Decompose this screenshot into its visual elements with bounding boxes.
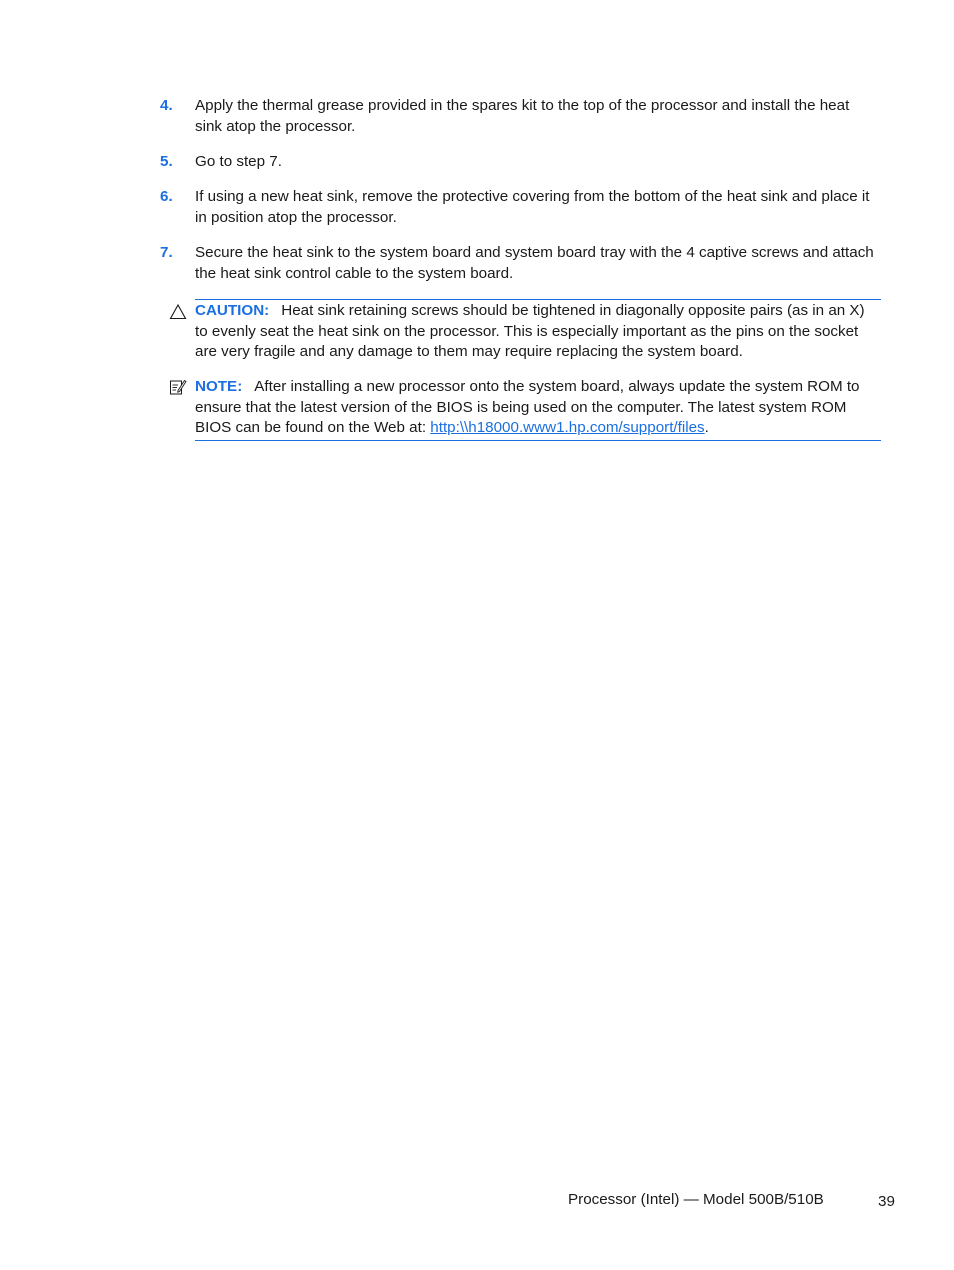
step-number: 5. (160, 153, 173, 170)
note-label: NOTE: (195, 378, 243, 395)
support-files-link[interactable]: http:\\h18000.www1.hp.com/support/files (430, 419, 705, 436)
caution-notice (195, 299, 881, 363)
note-text: After installing a new processor onto the system board, always update the system ROM to ensure that the latest version of the BIOS is being used on the computer. The latest system ROM BIOS can be found on the Web at: (195, 378, 860, 436)
caution-triangle-icon (169, 303, 187, 321)
step-number: 7. (160, 244, 173, 261)
page-number: 39 (878, 1193, 895, 1210)
step-text: Go to step 7. (195, 153, 282, 170)
caution-text: Heat sink retaining screws should be tightened in diagonally opposite pairs (as in an X) to evenly seat the heat sink on the processor. This is especially important as the pins on the socket are very fragile and any damage to them may require replacing the system board. (195, 302, 865, 360)
step-number: 6. (160, 188, 173, 205)
caution-label: CAUTION: (195, 302, 270, 319)
note-notice (195, 377, 881, 441)
step-number: 4. (160, 97, 173, 114)
note-pencil-icon (169, 378, 187, 396)
step-text: Apply the thermal grease provided in the spares kit to the top of the processor and install the heat sink atop the processor. (195, 97, 850, 135)
note-text-end: . (704, 419, 709, 436)
step-text: Secure the heat sink to the system board and system board tray with the 4 captive screws and attach the heat sink control cable to the system board. (195, 244, 874, 282)
step-text: If using a new heat sink, remove the protective covering from the bottom of the heat sink and place it in position atop the processor. (195, 188, 870, 226)
footer-section-title: Processor (Intel) — Model 500B/510B (568, 1191, 824, 1208)
